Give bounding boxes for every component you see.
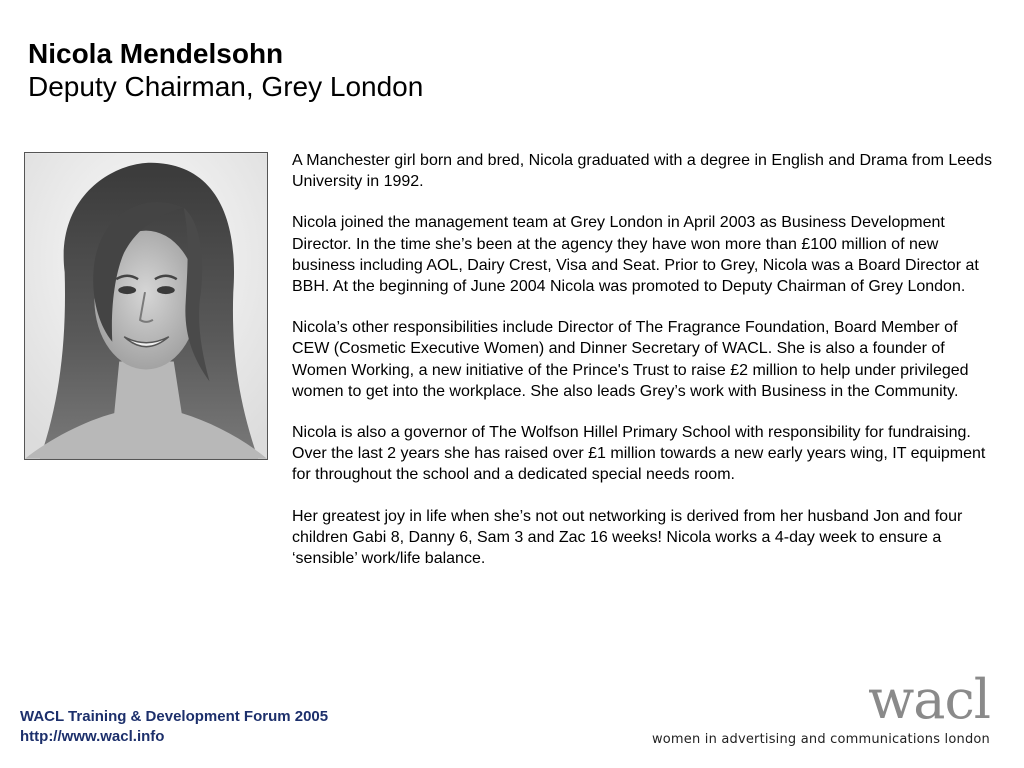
bio-paragraph: Her greatest joy in life when she’s not out networking is derived from her husband Jon and four children Gabi 8, Danny 6, Sam 3 and Zac 16 weeks! Nicola works a 4-day week to ensure a ‘sensible’ work/life balance.: [292, 507, 963, 568]
bio-paragraph: A Manchester girl born and bred, Nicola graduated with a degree in English and Drama from Leeds University in 1992.: [292, 152, 992, 191]
portrait-photo-icon: [25, 153, 267, 459]
bio-paragraph: Nicola is also a governor of The Wolfson Hillel Primary School with responsibility for fundraising. Over the last 2 years she has raised over £1 million towards a new early years wing, IT equipment for throughout the school and a dedicated special needs room.: [292, 424, 986, 484]
bio-paragraph: Nicola’s other responsibilities include Director of The Fragrance Foundation, Board Member of CEW (Cosmetic Executive Women) and Dinner Secretary of WACL. She is also a founder of Women Working, a new initiative of the Prince's Trust to raise £2 million to help under privileged women to get into the workplace. She also leads Grey’s work with Business in the Community.: [292, 319, 969, 400]
wacl-logo: [651, 668, 990, 748]
logo-tagline: women in advertising and communications london: [651, 732, 990, 747]
logo-word: wacl: [868, 668, 990, 731]
footer-event: WACL Training & Development Forum 2005: [20, 708, 329, 725]
portrait-photo: [24, 152, 268, 460]
footer-url[interactable]: http://www.wacl.info: [20, 728, 165, 745]
title-block: [28, 38, 423, 104]
person-name: Nicola Mendelsohn: [28, 38, 284, 69]
biography: [292, 150, 997, 589]
footer: [20, 707, 328, 747]
bio-paragraph: Nicola joined the management team at Grey London in April 2003 as Business Development Director. In the time she’s been at the agency they have won more than £100 million of new business including AOL, Dairy Crest, Visa and Seat. Prior to Grey, Nicola was a Board Director at BBH. At the beginning of June 2004 Nicola was promoted to Deputy Chairman of Grey London.: [292, 214, 979, 296]
person-role: Deputy Chairman, Grey London: [28, 71, 424, 102]
